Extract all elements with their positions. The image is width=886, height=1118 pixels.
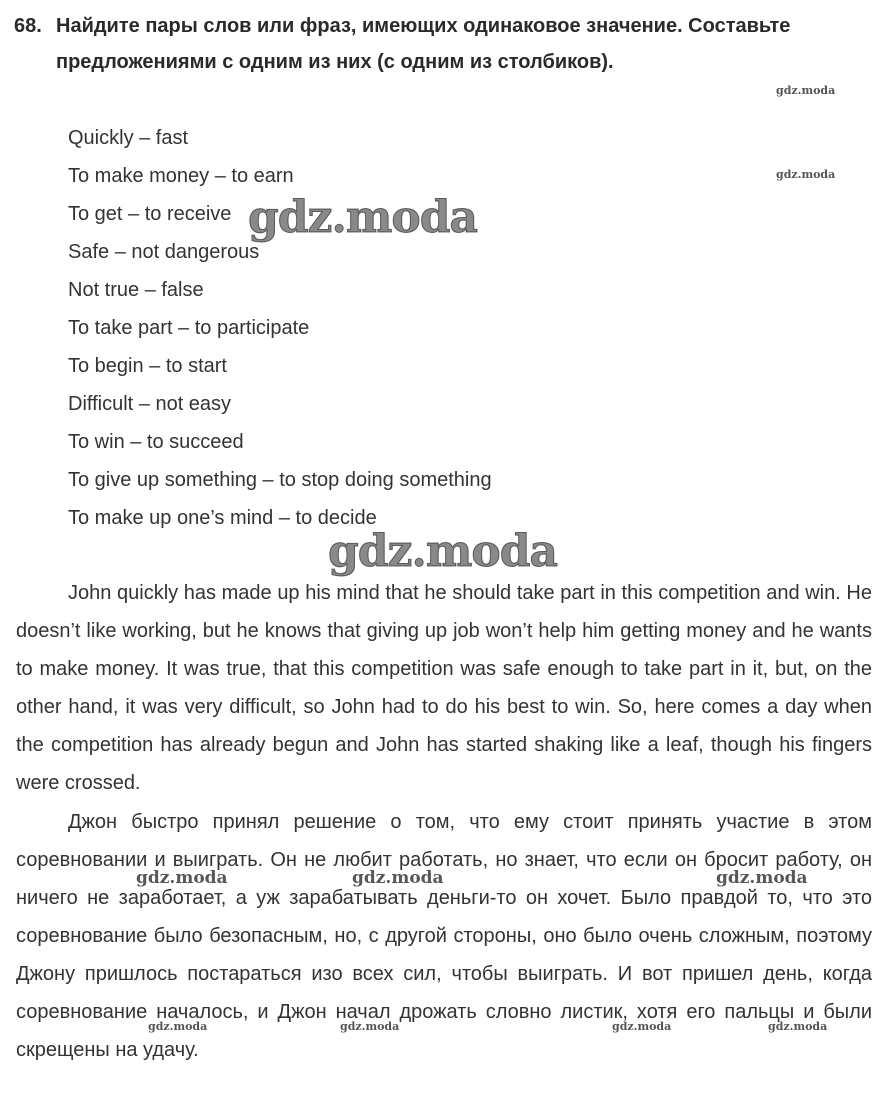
- watermark: gdz.moda: [136, 868, 228, 888]
- watermark: gdz.moda: [340, 1020, 400, 1033]
- word-pair: To get – to receive: [68, 203, 232, 225]
- word-pair: To take part – to participate: [68, 317, 310, 339]
- task-heading: [14, 8, 876, 80]
- watermark: gdz.moda: [148, 1020, 208, 1033]
- watermark: gdz.moda: [776, 168, 836, 181]
- task-instruction-line2: предложениями с одним из них (с одним из столбиков).: [56, 51, 614, 73]
- watermark: gdz.moda: [352, 868, 444, 888]
- watermark: gdz.moda: [768, 1020, 828, 1033]
- task-instruction-line1: Найдите пары слов или фраз, имеющих одинаковое значение. Составьте: [56, 15, 791, 37]
- watermark: gdz.moda: [612, 1020, 672, 1033]
- watermark: gdz.moda: [716, 868, 808, 888]
- watermark: gdz.moda: [776, 84, 836, 97]
- word-pair: Difficult – not easy: [68, 393, 232, 415]
- word-pair: To make up one’s mind – to decide: [68, 507, 377, 529]
- word-pair: To make money – to earn: [68, 165, 294, 187]
- word-pair: To give up something – to stop doing something: [68, 469, 492, 491]
- watermark-large: gdz.moda: [248, 192, 478, 243]
- watermark-large: gdz.moda: [328, 526, 558, 577]
- word-pair: Quickly – fast: [68, 127, 189, 149]
- task-number: 68.: [14, 15, 42, 37]
- word-pair: To win – to succeed: [68, 431, 244, 453]
- word-pair: Safe – not dangerous: [68, 241, 260, 263]
- word-pair: Not true – false: [68, 279, 204, 301]
- english-paragraph: John quickly has made up his mind that he should take part in this competition and win. He doesn’t like working, but he knows that giving up job won’t help him getting money and he wants to make money. It was true, that this competition was safe enough to take part in it, but, on the other hand, it was very difficult, so John had to do his best to win. So, here comes a day when the competition has already begun and John has started shaking like a leaf, though his fingers were crossed.: [16, 582, 872, 794]
- word-pair: To begin – to start: [68, 355, 227, 377]
- word-pairs-list: [68, 119, 492, 537]
- russian-paragraph: Джон быстро принял решение о том, что ему стоит принять участие в этом соревновании и выиграть. Он не любит работать, но знает, что если он бросит работу, он ничего не заработает, а уж зарабатывать деньги-то он хочет. Было правдой то, что это соревнование было безопасным, но, с другой стороны, оно было очень сложным, поэтому Джону пришлось постараться изо всех сил, чтобы выиграть. И вот пришел день, когда соревнование началось, и Джон начал дрожать словно листик, хотя его пальцы и были скрещены на удачу.: [16, 811, 872, 1061]
